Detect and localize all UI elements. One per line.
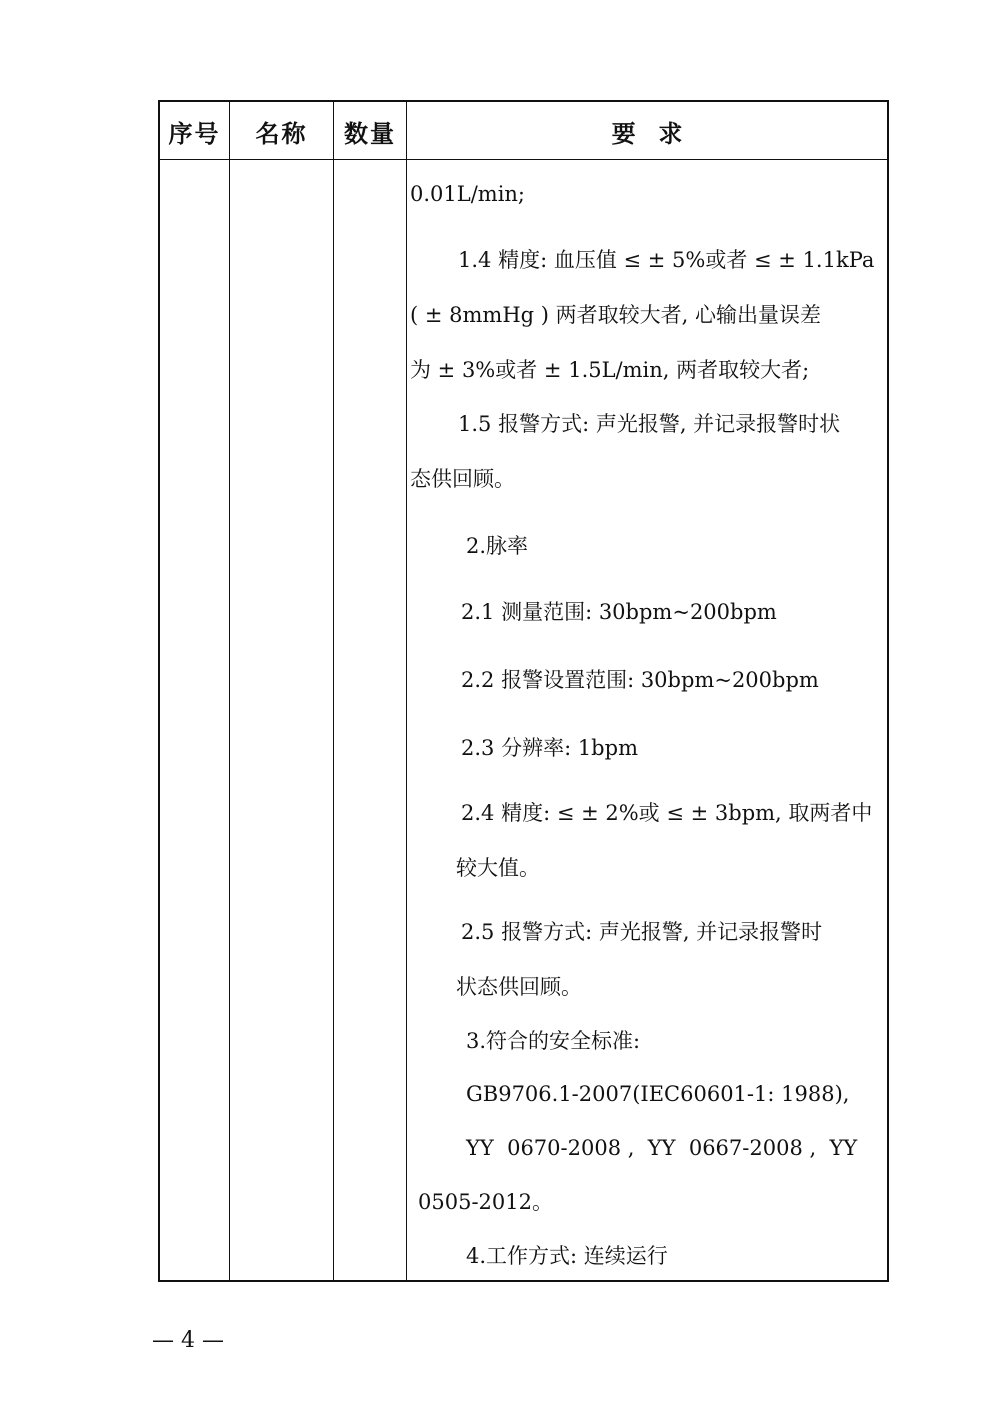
header-requirements: 要 求 xyxy=(611,119,685,148)
requirements-table xyxy=(158,100,889,1282)
page-number: — 4 — xyxy=(152,1328,224,1353)
requirement-line: 2.5 报警方式: 声光报警, 并记录报警时 xyxy=(461,920,823,944)
requirement-line: ( ± 8mmHg ) 两者取较大者, 心输出量误差 xyxy=(410,303,821,327)
requirement-line: 为 ± 3%或者 ± 1.5L/min, 两者取较大者; xyxy=(410,358,810,382)
column-divider xyxy=(229,102,230,1280)
requirement-line: 态供回顾。 xyxy=(410,467,515,491)
requirement-line: 状态供回顾。 xyxy=(456,975,582,999)
header-name: 名称 xyxy=(255,119,308,148)
column-divider xyxy=(406,102,407,1280)
requirement-line: 0505-2012。 xyxy=(418,1190,553,1214)
requirement-line: 2.1 测量范围: 30bpm~200bpm xyxy=(461,600,777,624)
requirement-line: 4.工作方式: 连续运行 xyxy=(466,1244,668,1268)
requirement-line: 2.3 分辨率: 1bpm xyxy=(461,736,638,760)
requirement-line: GB9706.1-2007(IEC60601-1: 1988), xyxy=(466,1082,850,1106)
requirement-line: 1.4 精度: 血压值 ≤ ± 5%或者 ≤ ± 1.1kPa xyxy=(458,248,875,272)
requirement-line: 2.脉率 xyxy=(466,534,529,558)
requirement-line: YY 0670-2008 , YY 0667-2008 , YY xyxy=(466,1136,858,1160)
header-index: 序号 xyxy=(168,119,221,148)
requirement-line: 较大值。 xyxy=(456,856,540,880)
requirement-line: 2.2 报警设置范围: 30bpm~200bpm xyxy=(461,668,819,692)
header-quantity: 数量 xyxy=(344,119,396,148)
requirement-line: 0.01L/min; xyxy=(410,182,526,206)
column-divider xyxy=(333,102,334,1280)
requirement-line: 2.4 精度: ≤ ± 2%或 ≤ ± 3bpm, 取两者中 xyxy=(461,801,873,825)
requirement-line: 1.5 报警方式: 声光报警, 并记录报警时状 xyxy=(458,412,841,436)
requirement-line: 3.符合的安全标准: xyxy=(466,1029,641,1053)
